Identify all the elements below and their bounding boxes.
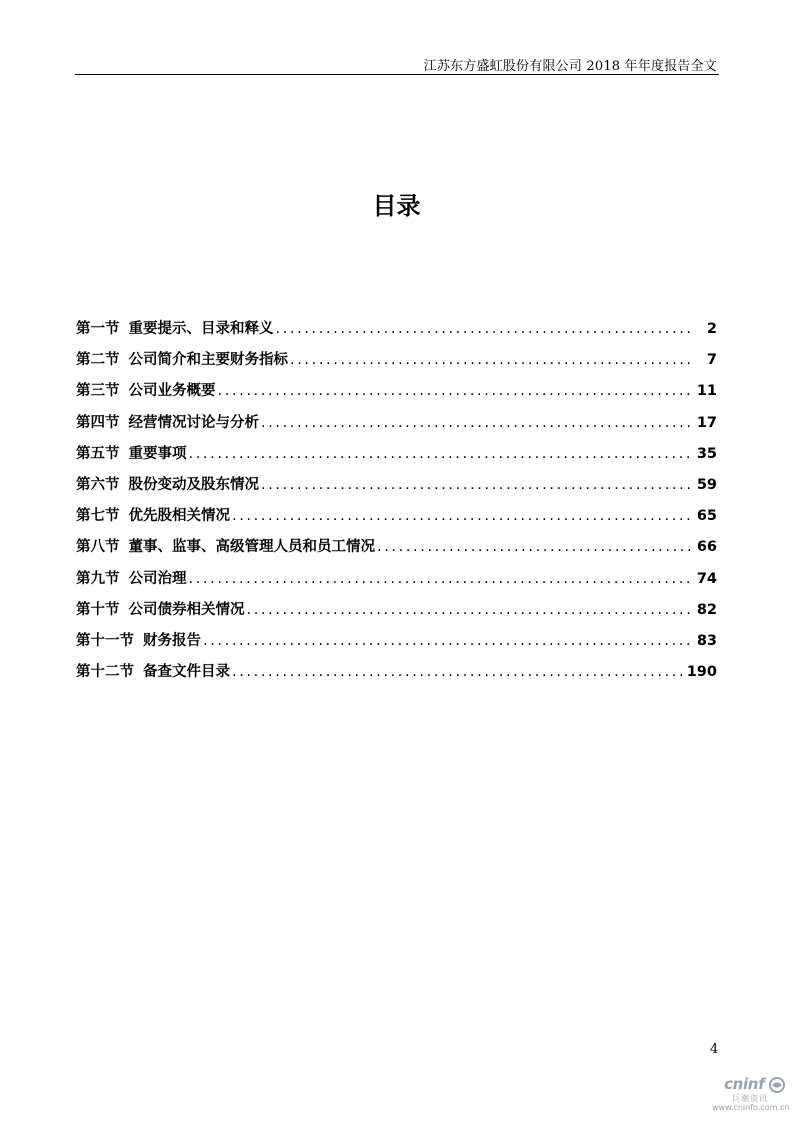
- table-of-contents: [76, 317, 717, 691]
- toc-section-number: 第四节: [76, 414, 120, 431]
- toc-entry-title: 公司治理: [128, 570, 187, 587]
- logo-url: www.cninfo.com.cn: [712, 1103, 790, 1112]
- toc-page-number: 66: [696, 539, 717, 556]
- toc-entry-title: 董事、监事、高级管理人员和员工情况: [128, 539, 375, 556]
- toc-section-number: 第十二节: [76, 664, 134, 681]
- toc-section-number: 第十节: [76, 601, 120, 618]
- toc-section-number: 第十一节: [76, 632, 134, 649]
- toc-row[interactable]: [76, 598, 717, 629]
- toc-entry-title: 优先股相关情况: [128, 508, 230, 525]
- toc-section-number: 第二节: [76, 352, 120, 369]
- toc-row[interactable]: [76, 660, 717, 691]
- toc-dot-leader: [232, 664, 683, 680]
- toc-dot-leader: [247, 602, 692, 618]
- toc-page-number: 2: [706, 321, 717, 337]
- toc-page-number: 74: [696, 570, 717, 587]
- toc-entry-title: 公司债券相关情况: [128, 601, 245, 618]
- toc-page-number: 35: [696, 445, 717, 462]
- toc-page-number: 65: [696, 508, 717, 525]
- toc-dot-leader: [203, 633, 691, 649]
- running-header: 江苏东方盛虹股份有限公司 2018 年年度报告全文: [423, 59, 717, 74]
- toc-entry-title: 经营情况讨论与分析: [128, 414, 259, 431]
- toc-row[interactable]: [76, 567, 717, 598]
- toc-dot-leader: [189, 446, 692, 462]
- toc-row[interactable]: [76, 348, 717, 379]
- toc-section-number: 第六节: [76, 476, 120, 493]
- logo-wordmark: cninf: [724, 1075, 765, 1093]
- toc-row[interactable]: [76, 629, 717, 660]
- toc-dot-leader: [218, 383, 692, 399]
- toc-page-number: 7: [706, 352, 717, 369]
- toc-entry-title: 公司简介和主要财务指标: [128, 352, 288, 369]
- toc-page-number: 11: [696, 383, 717, 400]
- toc-entry-title: 股份变动及股东情况: [128, 476, 259, 493]
- logo-chinese-text: 巨潮资讯: [732, 1094, 768, 1103]
- toc-dot-leader: [232, 508, 691, 524]
- toc-entry-title: 公司业务概要: [128, 383, 216, 400]
- toc-dot-leader: [261, 477, 691, 493]
- toc-page-number: 190: [686, 664, 717, 681]
- toc-section-number: 第一节: [76, 321, 120, 337]
- toc-section-number: 第三节: [76, 383, 120, 400]
- toc-dot-leader: [261, 415, 691, 431]
- toc-entry-title: 重要提示、目录和释义: [128, 321, 274, 337]
- toc-row[interactable]: [76, 442, 717, 473]
- toc-section-number: 第七节: [76, 508, 120, 525]
- toc-row[interactable]: [76, 535, 717, 566]
- toc-section-number: 第八节: [76, 539, 120, 556]
- toc-dot-leader: [189, 571, 692, 587]
- page-number: 4: [710, 1042, 719, 1057]
- document-title: 目录: [372, 192, 421, 220]
- toc-page-number: 17: [696, 414, 717, 431]
- cninfo-logo: [712, 1075, 790, 1115]
- toc-row[interactable]: [76, 379, 717, 410]
- toc-section-number: 第五节: [76, 445, 120, 462]
- toc-dot-leader: [377, 539, 691, 555]
- toc-page-number: 83: [696, 632, 717, 649]
- toc-row[interactable]: [76, 473, 717, 504]
- toc-page-number: 59: [696, 476, 717, 493]
- toc-entry-title: 财务报告: [143, 632, 201, 649]
- toc-section-number: 第九节: [76, 570, 120, 587]
- toc-row[interactable]: [76, 411, 717, 442]
- toc-dot-leader: [276, 321, 692, 337]
- toc-entry-title: 重要事项: [128, 445, 187, 462]
- header-rule: [75, 74, 719, 75]
- cninfo-swirl-icon: [769, 1077, 785, 1093]
- toc-page-number: 82: [696, 601, 717, 618]
- toc-row[interactable]: [76, 504, 717, 535]
- toc-dot-leader: [290, 352, 691, 368]
- toc-row[interactable]: [76, 317, 717, 348]
- toc-entry-title: 备查文件目录: [143, 664, 230, 681]
